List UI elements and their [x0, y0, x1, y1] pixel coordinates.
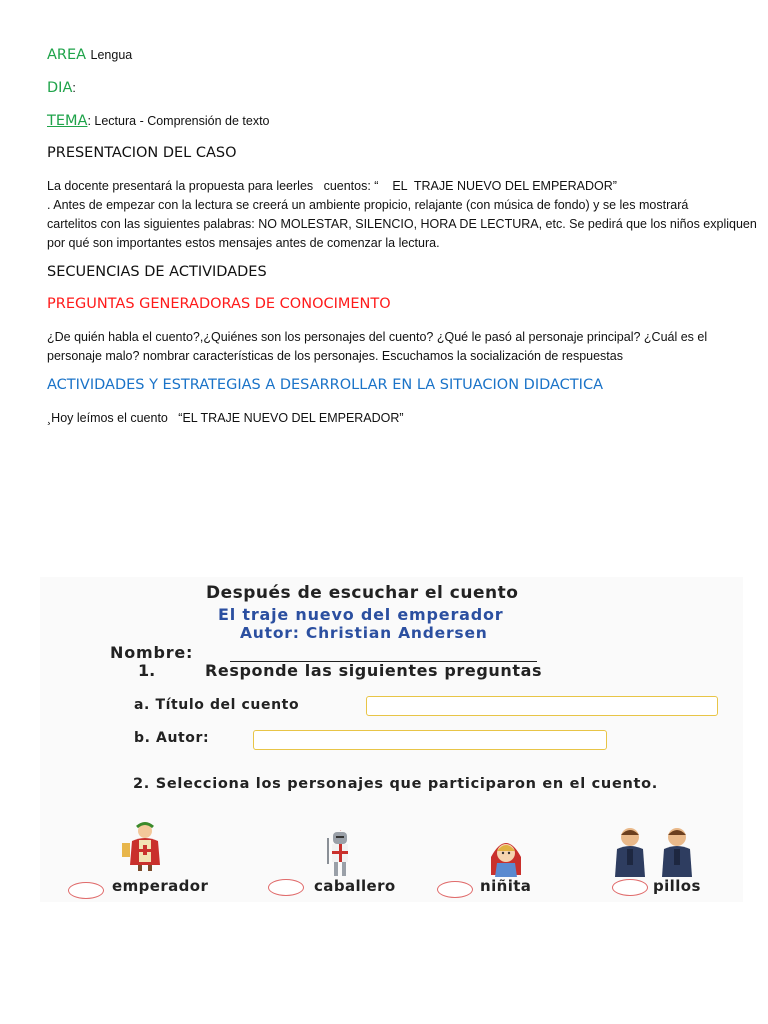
knight-icon [325, 830, 355, 878]
rascals-icon [605, 827, 705, 879]
emperor-icon [110, 821, 180, 871]
presentacion-heading: PRESENTACION DEL CASO [47, 145, 237, 161]
area-label: AREA [47, 47, 87, 63]
autor-answer-box[interactable] [253, 730, 607, 750]
worksheet-title: Después de escuchar el cuento [206, 583, 519, 603]
presentacion-line-3: cartelitos con las siguientes palabras: NO MOLESTAR, SILENCIO, HORA DE LECTURA, etc. Se pedirá que los niños expliquen [47, 217, 757, 231]
tema-value: : Lectura - Comprensión de texto [87, 114, 270, 128]
actividades-heading: ACTIVIDADES Y ESTRATEGIAS A DESARROLLAR EN LA SITUACION DIDACTICA [47, 377, 603, 393]
dia-line [47, 79, 76, 97]
girl-icon [483, 835, 529, 879]
option-caballero: caballero [314, 877, 396, 895]
presentacion-line-1: La docente presentará la propuesta para leerles cuentos: “ EL TRAJE NUEVO DEL EMPERADOR” [47, 179, 617, 193]
worksheet-image [40, 577, 743, 902]
question-b-label: b. Autor: [134, 730, 210, 746]
pillos-radio[interactable] [612, 879, 648, 896]
nombre-label: Nombre: [110, 643, 194, 662]
dia-value: : [72, 81, 76, 95]
worksheet-author: Autor: Christian Andersen [240, 624, 488, 642]
tema-line [47, 112, 270, 130]
area-value: Lengua [90, 48, 133, 62]
option-pillos: pillos [653, 877, 701, 895]
ninita-radio[interactable] [437, 881, 473, 898]
preguntas-line-1: ¿De quién habla el cuento?,¿Quiénes son los personajes del cuento? ¿Qué le pasó al personaje principal? ¿Cuál es el [47, 330, 708, 344]
caballero-radio[interactable] [268, 879, 304, 896]
actividades-line: ¸Hoy leímos el cuento “EL TRAJE NUEVO DEL EMPERADOR” [47, 411, 404, 425]
question-1-number: 1. [138, 661, 156, 680]
presentacion-paragraph [47, 177, 759, 253]
area-line [47, 46, 132, 64]
dia-label: DIA [47, 80, 73, 96]
presentacion-line-2: . Antes de empezar con la lectura se creerá un ambiente propicio, relajante (con música de fondo) y se les mostrará [47, 198, 689, 212]
question-2-text: 2. Selecciona los personajes que participaron en el cuento. [133, 776, 659, 792]
preguntas-paragraph [47, 328, 759, 366]
tema-label: TEMA [47, 113, 88, 129]
option-emperador: emperador [112, 877, 209, 895]
question-a-label: a. Título del cuento [134, 697, 300, 713]
question-1-text: Responde las siguientes preguntas [205, 661, 543, 680]
preguntas-heading: PREGUNTAS GENERADORAS DE CONOCIMENTO [47, 296, 391, 312]
titulo-answer-box[interactable] [366, 696, 718, 716]
secuencias-heading: SECUENCIAS DE ACTIVIDADES [47, 264, 267, 280]
presentacion-line-4: por qué son importantes estos mensajes antes de comenzar la lectura. [47, 236, 440, 250]
option-ninita: niñita [480, 877, 532, 895]
preguntas-line-2: personaje malo? nombrar características de los personajes. Escuchamos la socialización de respuestas [47, 349, 623, 363]
worksheet-subtitle: El traje nuevo del emperador [218, 605, 504, 624]
emperador-radio[interactable] [68, 882, 104, 899]
